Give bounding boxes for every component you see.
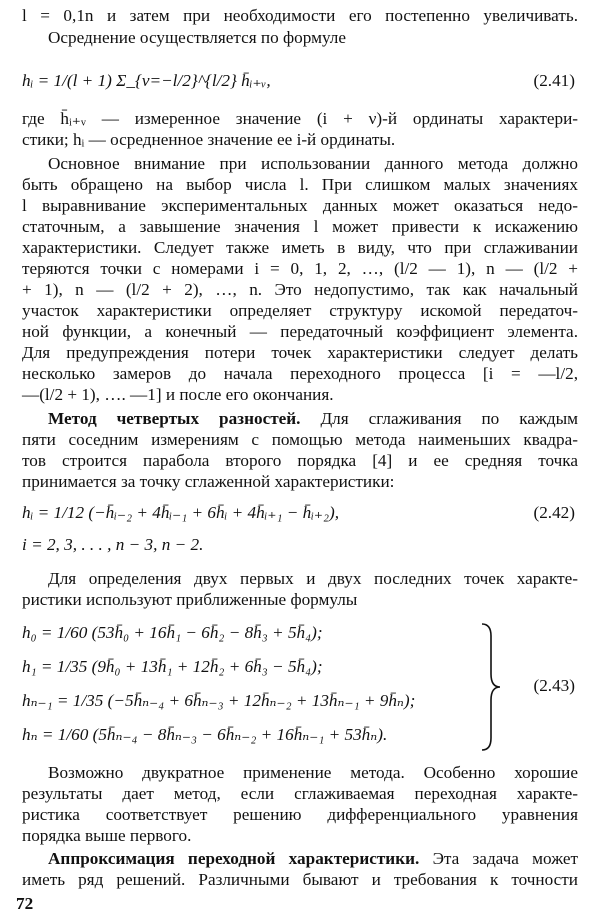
text-line: характеристики. Следует также иметь в виду, что при сглаживании xyxy=(22,238,578,257)
equation-number: (2.42) xyxy=(533,503,575,522)
equation-number: (2.41) xyxy=(533,71,575,90)
text-line: Возможно двукратное применение метода. Особенно хорошие xyxy=(48,763,578,782)
text-line: иметь ряд решений. Различными бывают и требования к точности xyxy=(22,870,578,889)
equation-2-42-range: i = 2, 3, . . . , n − 3, n − 2. xyxy=(22,535,204,554)
text-line: участок характеристики определяет структуру искомой передаточ- xyxy=(22,301,578,320)
section-heading: Аппроксимация переходной характеристики. xyxy=(48,849,420,868)
text-line: Осреднение осуществляется по формуле xyxy=(48,28,347,47)
text-line: где h̄ᵢ₊ᵥ — измеренное значение (i + ν)-й ординаты характери- xyxy=(22,109,578,128)
text-line: Основное внимание при использовании данного метода должно xyxy=(48,154,578,173)
text-line: Для предупреждения потери точек характеристики следует делать xyxy=(22,343,578,362)
equation-2-43-line: h₁ = 1/35 (9h̄₀ + 13h̄₁ + 12h̄₂ + 6h̄₃ − 5h̄₄); xyxy=(22,657,323,676)
text-line: —(l/2 + 1), …. —1] и после его окончания. xyxy=(22,385,334,404)
text-line: ристика соответствует решению дифференциального уравнения xyxy=(22,805,578,824)
equation-2-42: hᵢ = 1/12 (−h̄ᵢ₋₂ + 4h̄ᵢ₋₁ + 6h̄ᵢ + 4h̄ᵢ₊₁ − h̄ᵢ₊₂), xyxy=(22,503,340,522)
text-line: стики; hᵢ — осредненное значение ее i-й ординаты. xyxy=(22,130,396,149)
equation-2-43-line: hₙ₋₁ = 1/35 (−5h̄ₙ₋₄ + 6h̄ₙ₋₃ + 12h̄ₙ₋₂ + 13h̄ₙ₋₁ + 9h̄ₙ); xyxy=(22,691,416,710)
equation-2-41: hᵢ = 1/(l + 1) Σ_{ν=−l/2}^{l/2} h̄ᵢ₊ᵥ, xyxy=(22,71,271,90)
text-line: несколько замеров до начала переходного процесса [i = —l/2, xyxy=(22,364,578,383)
right-brace xyxy=(480,622,502,752)
text-line: пяти соседним измерениям с помощью метода наименьших квадра- xyxy=(22,430,578,449)
text-line: статочным, а завышение значения l может привести к искажению xyxy=(22,217,578,236)
page-number: 72 xyxy=(16,894,34,913)
equation-2-43-line: hₙ = 1/60 (5h̄ₙ₋₄ − 8h̄ₙ₋₃ − 6h̄ₙ₋₂ + 16h̄ₙ₋₁ + 53h̄ₙ). xyxy=(22,725,388,744)
text-line: Для определения двух первых и двух последних точек характе- xyxy=(48,569,578,588)
text-line: порядка выше первого. xyxy=(22,826,192,845)
text-line: Аппроксимация переходной характеристики. Эта задача может xyxy=(48,849,578,868)
text-line: тов строится парабола второго порядка [4] и ее средняя точка xyxy=(22,451,578,470)
equation-number: (2.43) xyxy=(533,676,575,695)
text-line: ной функции, а конечный — передаточный коэффициент элемента. xyxy=(22,322,578,341)
section-heading: Метод четвертых разностей. xyxy=(48,409,301,428)
text-line: ристики используют приближенные формулы xyxy=(22,590,358,609)
text-line: быть обращено на выбор числа l. При слишком малых значениях xyxy=(22,175,578,194)
text-line: результаты дает метод, если сглаживаемая переходная характе- xyxy=(22,784,578,803)
text-line: Метод четвертых разностей. Для сглаживания по каждым xyxy=(48,409,578,428)
equation-2-43-line: h₀ = 1/60 (53h̄₀ + 16h̄₁ − 6h̄₂ − 8h̄₃ + 5h̄₄); xyxy=(22,623,323,642)
text-line: принимается за точку сглаженной характеристики: xyxy=(22,472,395,491)
text-line: + 1), n — (l/2 + 2), …, n. Это недопустимо, так как начальный xyxy=(22,280,578,299)
text-line: теряются точки с номерами i = 0, 1, 2, …, (l/2 — 1), n — (l/2 + xyxy=(22,259,578,278)
text-line: l = 0,1n и затем при необходимости его постепенно увеличивать. xyxy=(22,6,578,25)
text-line: l выравнивание экспериментальных данных может оказаться недо- xyxy=(22,196,578,215)
